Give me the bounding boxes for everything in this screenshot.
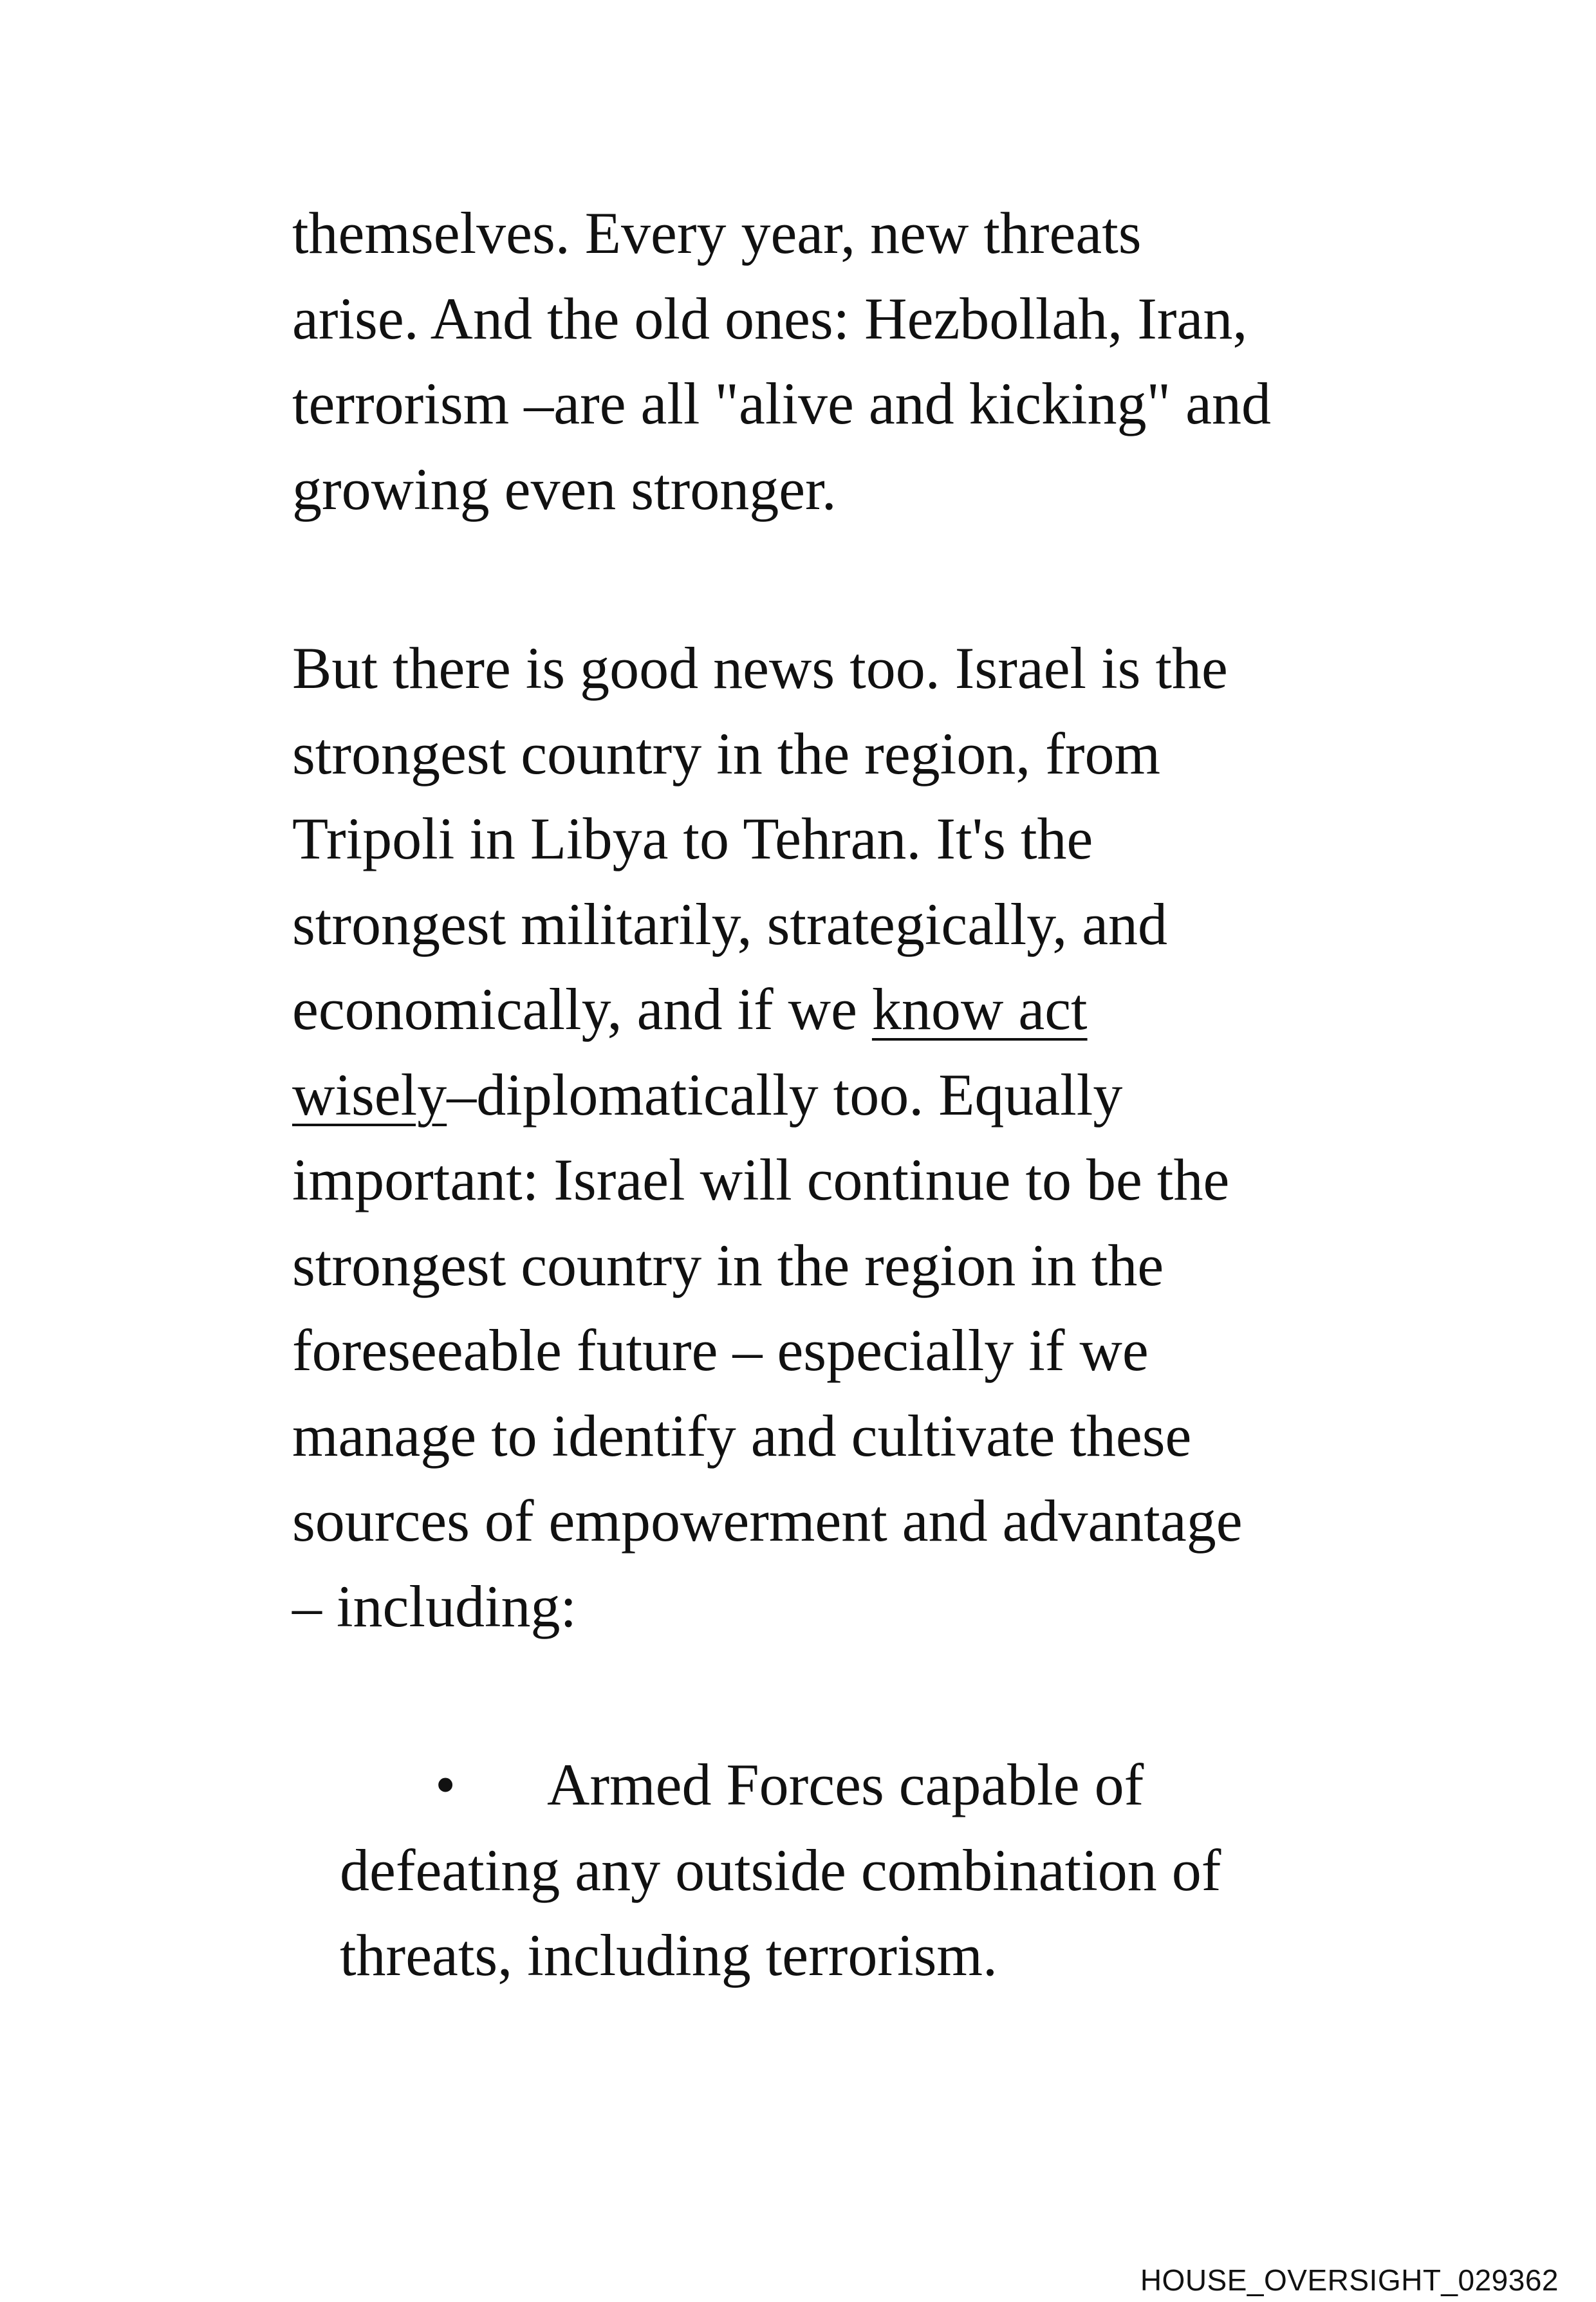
text-line: threats, including terrorism.: [340, 1922, 998, 1988]
text-line: strongest militarily, strategically, and: [292, 891, 1168, 957]
paragraph-good-news: [292, 626, 1451, 1649]
text-segment: –diplomatically too. Equally: [447, 1061, 1123, 1128]
underlined-text: wisely: [292, 1061, 447, 1128]
text-line: themselves. Every year, new threats: [292, 200, 1142, 266]
bullet-marker: •: [435, 1752, 456, 1817]
bates-number: HOUSE_OVERSIGHT_029362: [1140, 2263, 1559, 2297]
underlined-text: know act: [871, 976, 1088, 1042]
text-line: important: Israel will continue to be the: [292, 1147, 1230, 1212]
text-line: Tripoli in Libya to Tehran. It's the: [292, 806, 1093, 871]
text-line: defeating any outside combination of: [340, 1837, 1221, 1903]
text-segment: Armed Forces capable of: [547, 1752, 1144, 1817]
text-line: foreseeable future – especially if we: [292, 1317, 1149, 1383]
paragraph-threats: [292, 190, 1451, 532]
text-line: arise. And the old ones: Hezbollah, Iran,: [292, 285, 1248, 351]
text-line: But there is good news too. Israel is the: [292, 635, 1228, 701]
text-line: strongest country in the region in the: [292, 1232, 1164, 1298]
text-line: – including:: [292, 1573, 577, 1639]
bullet-first-line: [340, 1742, 1434, 1828]
text-line: terrorism –are all "alive and kicking" and: [292, 371, 1272, 436]
text-line: manage to identify and cultivate these: [292, 1402, 1192, 1469]
text-line: [292, 1052, 1451, 1138]
text-line: growing even stronger.: [292, 456, 837, 522]
bullet-item-armed-forces: [340, 1742, 1434, 1998]
text-line: sources of empowerment and advantage: [292, 1488, 1243, 1554]
text-line: [292, 967, 1451, 1052]
text-segment: economically, and if we: [292, 976, 872, 1042]
text-line: strongest country in the region, from: [292, 720, 1161, 786]
